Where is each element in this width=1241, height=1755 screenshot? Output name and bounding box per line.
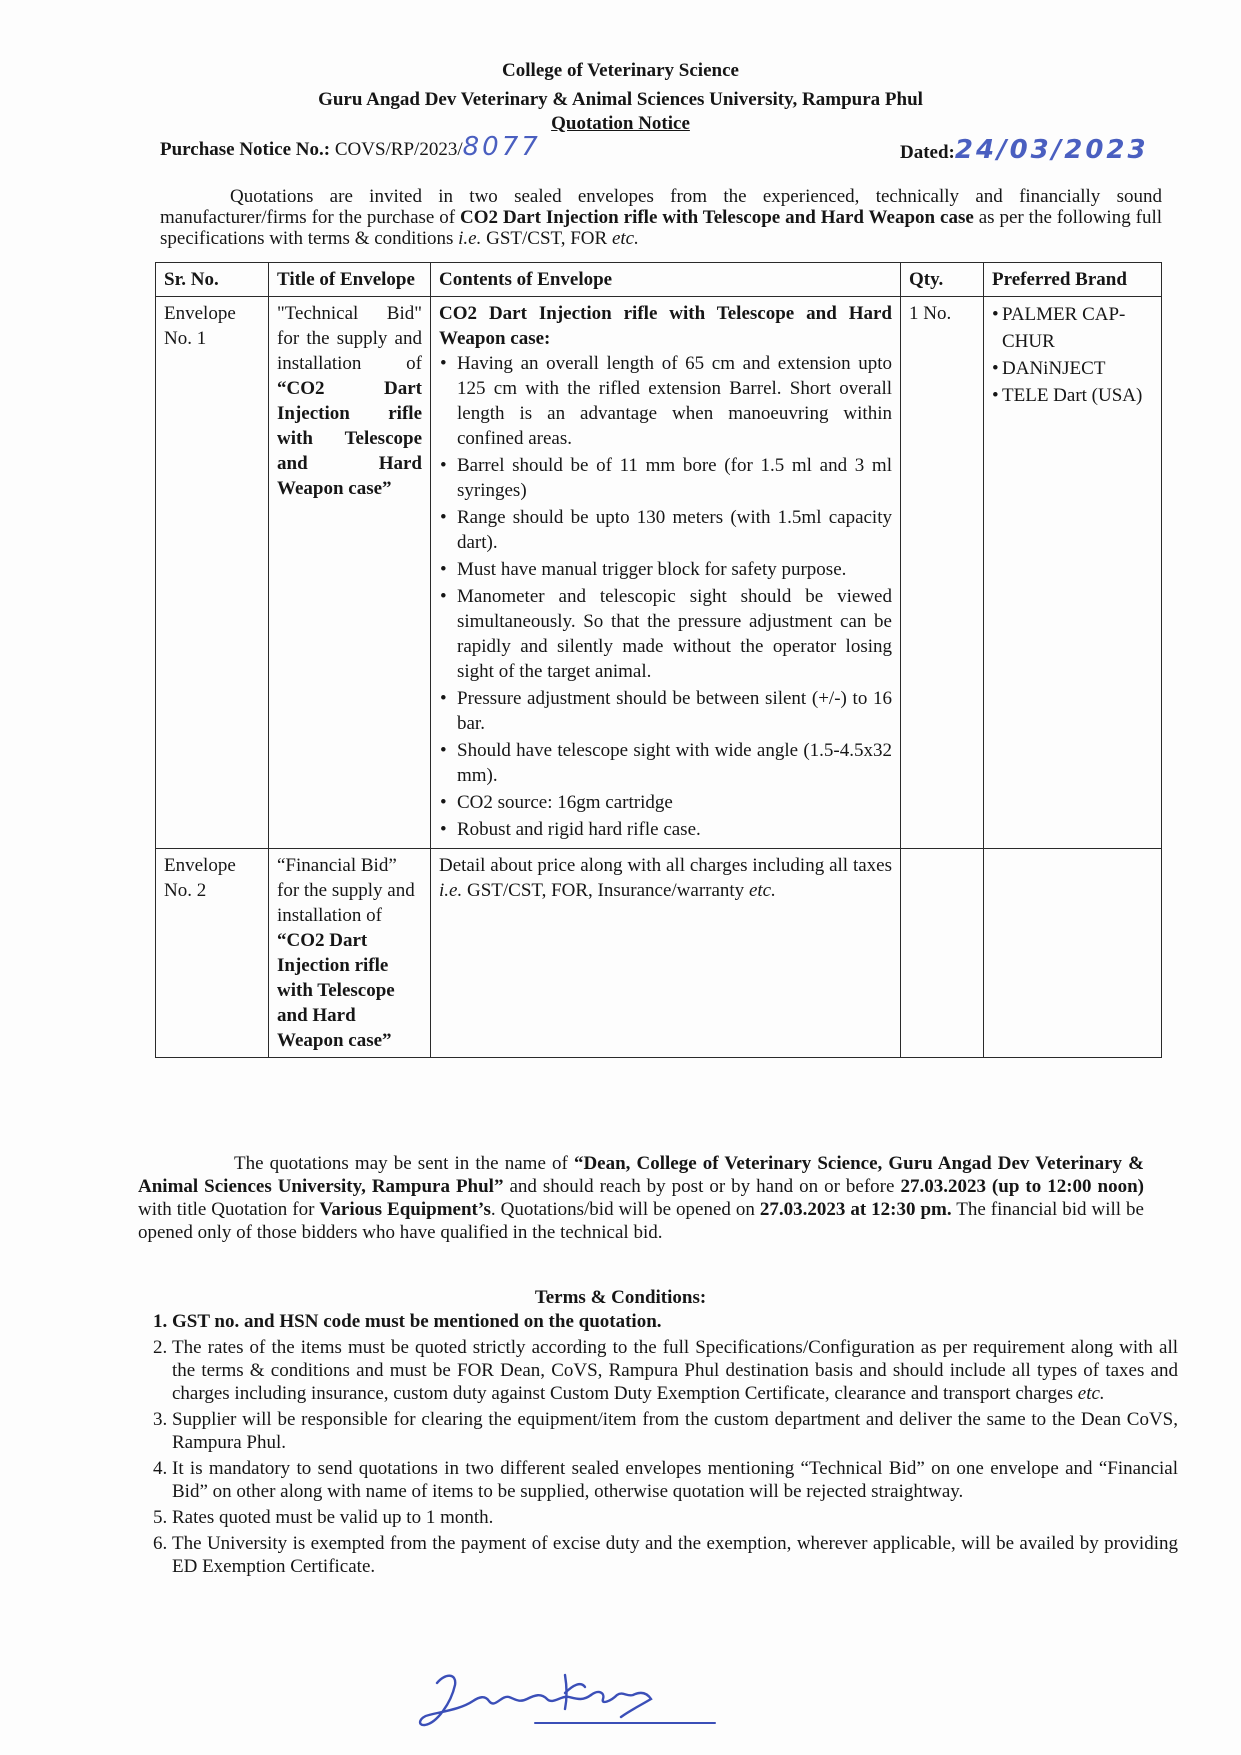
envelope-title	[269, 297, 431, 849]
contents-text: Detail about price along with all charges including all taxes	[439, 855, 892, 876]
header-contents: Contents of Envelope	[431, 263, 901, 297]
spec-item: • Manometer and telescopic sight should be viewed simultaneously. So that the pressure adjustment can be rapidly and silently made without the operator losing sight of the target animal.	[453, 584, 892, 684]
preferred-brands	[984, 297, 1162, 849]
header-preferred-brand: Preferred Brand	[984, 263, 1162, 297]
header-title-of-envelope: Title of Envelope	[269, 263, 431, 297]
spec-item: • Must have manual trigger block for safety purpose.	[453, 557, 892, 582]
quantity	[901, 849, 984, 1058]
signature-image	[415, 1665, 735, 1735]
intro-item-name: CO2 Dart Injection rifle with Telescope and Hard Weapon case	[460, 207, 974, 228]
header-qty: Qty.	[901, 263, 984, 297]
term-item: 1. GST no. and HSN code must be mentioned on the quotation.	[172, 1310, 1178, 1333]
intro-paragraph	[160, 186, 1162, 249]
quotation-table	[155, 262, 1162, 1058]
closing-text: and should reach by post or by hand on or before	[503, 1176, 901, 1197]
contents-text: GST/CST, FOR, Insurance/warranty	[462, 880, 749, 901]
spec-item: • Barrel should be of 11 mm bore (for 1.5 ml and 3 ml syringes)	[453, 453, 892, 503]
spec-list	[439, 351, 892, 842]
dated-label: Dated:	[900, 142, 955, 163]
envelope-title	[269, 849, 431, 1058]
term-item: 6. The University is exempted from the payment of excise duty and the exemption, wherever applicable, will be availed by providing ED Exemption Certificate.	[172, 1532, 1178, 1578]
closing-text: . Quotations/bid will be opened on	[490, 1199, 760, 1220]
envelope-number: Envelope No. 2	[156, 849, 269, 1058]
envelope-contents	[431, 849, 901, 1058]
addressee: “Dean, College of Veterinary Science, Guru Angad Dev Veterinary & Animal Sciences University, Rampura Phul”	[138, 1153, 1144, 1197]
purchase-notice-number	[160, 132, 541, 162]
envelope-number: Envelope No. 1	[156, 297, 269, 849]
envelope-title-text: "Technical Bid" for the supply and installation of	[277, 303, 422, 374]
contents-heading: CO2 Dart Injection rifle with Telescope and Hard Weapon case:	[439, 303, 892, 349]
quantity: 1 No.	[901, 297, 984, 849]
intro-text: GST/CST, FOR	[481, 228, 612, 249]
envelope-title-item: “CO2 Dart Injection rifle with Telescope and Hard Weapon case”	[277, 378, 422, 499]
university-name: Guru Angad Dev Veterinary & Animal Sciences University, Rampura Phul	[318, 89, 923, 110]
contents-etc: etc.	[748, 880, 776, 901]
term-etc: etc.	[1077, 1383, 1105, 1404]
closing-text: with title Quotation for	[138, 1199, 320, 1220]
spec-item: • CO2 source: 16gm cartridge	[453, 790, 892, 815]
spec-item: • Range should be upto 130 meters (with 1.5ml capacity dart).	[453, 505, 892, 555]
brand-list	[992, 301, 1153, 409]
term-text: The rates of the items must be quoted strictly according to the full Specifications/Configuration as per requirement along with all the terms & conditions and must be FOR Dean, CoVS, Rampura Phul destination basis and should include all types of taxes and charges including insurance, custom duty against Custom Duty Exemption Certificate, clearance and transport charges	[172, 1337, 1178, 1404]
opening-time: 27.03.2023 at 12:30 pm.	[759, 1199, 952, 1220]
intro-ie: i.e.	[458, 228, 482, 249]
notice-date	[900, 135, 1149, 165]
intro-text: Quotations are invited in two sealed envelopes from the experienced, technically and financially sound manufacturer/firms for the purchase of	[160, 186, 1162, 228]
table-row	[156, 297, 1162, 849]
envelope-title-text: “Financial Bid” for the supply and installation of	[277, 855, 415, 926]
deadline: 27.03.2023 (up to 12:00 noon)	[900, 1176, 1144, 1197]
envelope-contents	[431, 297, 901, 849]
quotation-title: Various Equipment’s	[319, 1199, 491, 1220]
intro-text: as per the following full specifications with terms & conditions	[160, 207, 1163, 249]
college-name: College of Veterinary Science	[502, 60, 739, 81]
term-item	[172, 1336, 1178, 1405]
brand-item: • DANiNJECT	[1002, 355, 1153, 382]
closing-text: The quotations may be sent in the name of	[234, 1153, 574, 1174]
handwritten-notice-number: 8077	[462, 132, 541, 162]
table-header-row	[156, 263, 1162, 297]
purchase-notice-prefix: COVS/RP/2023/	[334, 139, 463, 160]
spec-item: • Having an overall length of 65 cm and extension upto 125 cm with the rifled extension Barrel. Short overall length is an advantage when manoeuvring within confined areas.	[453, 351, 892, 451]
term-item: 4. It is mandatory to send quotations in two different sealed envelopes mentioning “Technical Bid” on one envelope and “Financial Bid” on other along with name of items to be supplied, otherwise quotation will be rejected straightway.	[172, 1457, 1178, 1503]
header-sr-no: Sr. No.	[156, 263, 269, 297]
intro-etc: etc.	[611, 228, 639, 249]
notice-title: Quotation Notice	[551, 113, 690, 134]
spec-item: • Robust and rigid hard rifle case.	[453, 817, 892, 842]
terms-heading: Terms & Conditions:	[534, 1287, 707, 1308]
purchase-notice-label: Purchase Notice No.:	[160, 139, 331, 160]
term-item: 5. Rates quoted must be valid up to 1 month.	[172, 1506, 1178, 1529]
brand-item: • PALMER CAP-CHUR	[1002, 301, 1153, 355]
terms-list	[138, 1310, 1178, 1581]
contents-ie: i.e.	[439, 880, 463, 901]
spec-item: • Should have telescope sight with wide angle (1.5-4.5x32 mm).	[453, 738, 892, 788]
table-row	[156, 849, 1162, 1058]
closing-paragraph	[138, 1152, 1144, 1244]
handwritten-date: 24/03/2023	[954, 135, 1149, 165]
preferred-brands	[984, 849, 1162, 1058]
closing-text: The financial bid will be opened only of those bidders who have qualified in the technical bid.	[138, 1199, 1144, 1243]
spec-item: • Pressure adjustment should be between silent (+/-) to 16 bar.	[453, 686, 892, 736]
brand-item: • TELE Dart (USA)	[1002, 382, 1153, 409]
term-item: 3. Supplier will be responsible for clearing the equipment/item from the custom department and deliver the same to the Dean CoVS, Rampura Phul.	[172, 1408, 1178, 1454]
envelope-title-item: “CO2 Dart Injection rifle with Telescope and Hard Weapon case”	[277, 930, 395, 1051]
